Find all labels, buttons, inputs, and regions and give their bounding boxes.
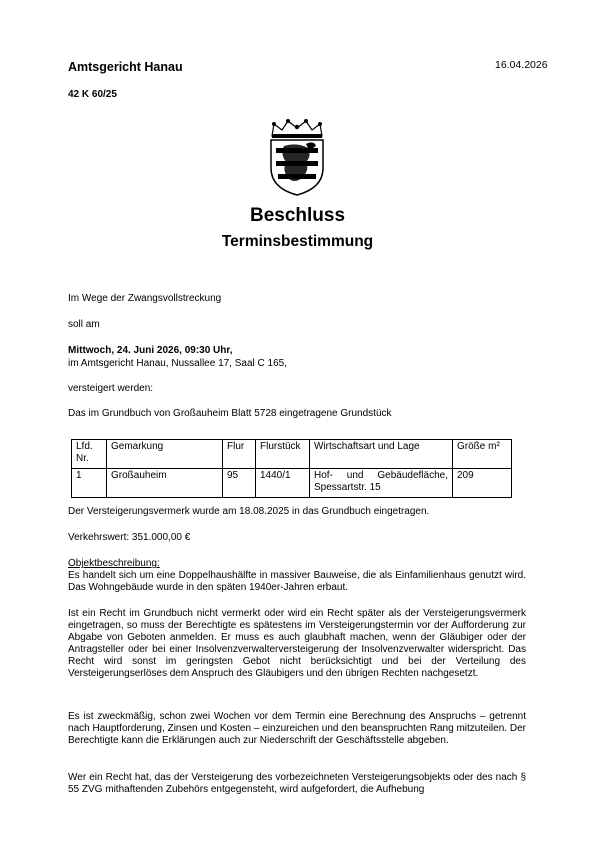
versteigert-text: versteigert werden: — [68, 383, 154, 394]
court-name: Amtsgericht Hanau — [68, 60, 183, 74]
table-cell: 1 — [72, 469, 107, 498]
objekt-text: Es handelt sich um eine Doppelhaushälfte in massiver Bauweise, die als Einfamilienhaus genutzt wird. Das Wohngebäude wurde in den späten 1940er-Jahren erbaut. — [68, 570, 526, 593]
auction-location: im Amtsgericht Hanau, Nussallee 17, Saal C 165, — [68, 358, 287, 369]
property-table — [71, 439, 512, 498]
table-header-cell: Flur — [223, 440, 256, 469]
table-header-cell: Wirtschaftsart und Lage — [310, 440, 453, 469]
table-cell: 209 — [453, 469, 512, 498]
vermerk-text: Der Versteigerungsvermerk wurde am 18.08.2025 in das Grundbuch eingetragen. — [68, 506, 430, 517]
paragraph-berechnung: Es ist zweckmäßig, schon zwei Wochen vor dem Termin eine Berechnung des Anspruchs – getrennt nach Hauptforderung, Zinsen und Kosten – einzureichen und den beanspruchten Rang mitzuteilen. Der Berechtigte kann die Erklärungen auch zur Niederschrift der Geschäftsstelle abgeben. — [68, 711, 526, 746]
table-header-cell: Gemarkung — [107, 440, 223, 469]
soll-am-text: soll am — [68, 319, 100, 330]
file-number: 42 K 60/25 — [68, 89, 117, 100]
table-row — [72, 469, 512, 498]
auction-date: Mittwoch, 24. Juni 2026, 09:30 Uhr, — [68, 345, 233, 356]
table-header-cell: Flurstück — [256, 440, 310, 469]
table-cell: 1440/1 — [256, 469, 310, 498]
table-header-cell: Lfd. Nr. — [72, 440, 107, 469]
hesse-lion-crest-icon — [266, 118, 328, 196]
table-cell: Großauheim — [107, 469, 223, 498]
grundbuch-text: Das im Grundbuch von Großauheim Blatt 5728 eingetragene Grundstück — [68, 408, 392, 419]
paragraph-widerspruch: Wer ein Recht hat, das der Versteigerung des vorbezeichneten Versteigerungsobjekts oder des nach § 55 ZVG mithaftenden Zubehörs entgegensteht, wird aufgefordert, die Aufhebung — [68, 772, 526, 795]
document-subtitle: Terminsbestimmung — [221, 233, 374, 250]
intro-text: Im Wege der Zwangsvollstreckung — [68, 293, 222, 304]
objekt-heading: Objektbeschreibung: — [68, 558, 160, 569]
table-cell: Hof- und Gebäudefläche, Spessartstr. 15 — [310, 469, 453, 498]
document-title: Beschluss — [249, 205, 346, 226]
verkehrswert-text: Verkehrswert: 351.000,00 € — [68, 532, 191, 543]
document-date: 16.04.2026 — [495, 59, 548, 71]
paragraph-anmeldung: Ist ein Recht im Grundbuch nicht vermerkt oder wird ein Recht später als der Versteigerungsvermerk eingetragen, so muss der Berechtigte es spätestens im Versteigerungstermin vor der Aufforderung zur Abgabe von Geboten anmelden. Er muss es auch glaubhaft machen, wenn der Gläubiger oder der Antragsteller oder bei einer Insolvenzverwalterversteigerung der Insolvenzverwalter widerspricht. Das Recht wird sonst im geringsten Gebot nicht berücksichtigt und bei der Verteilung des Versteigerungserlöses dem Anspruch des Gläubigers und den übrigen Rechten nachgesetzt. — [68, 608, 526, 679]
table-header-cell: Größe m² — [453, 440, 512, 469]
table-cell: 95 — [223, 469, 256, 498]
table-header-row — [72, 440, 512, 469]
